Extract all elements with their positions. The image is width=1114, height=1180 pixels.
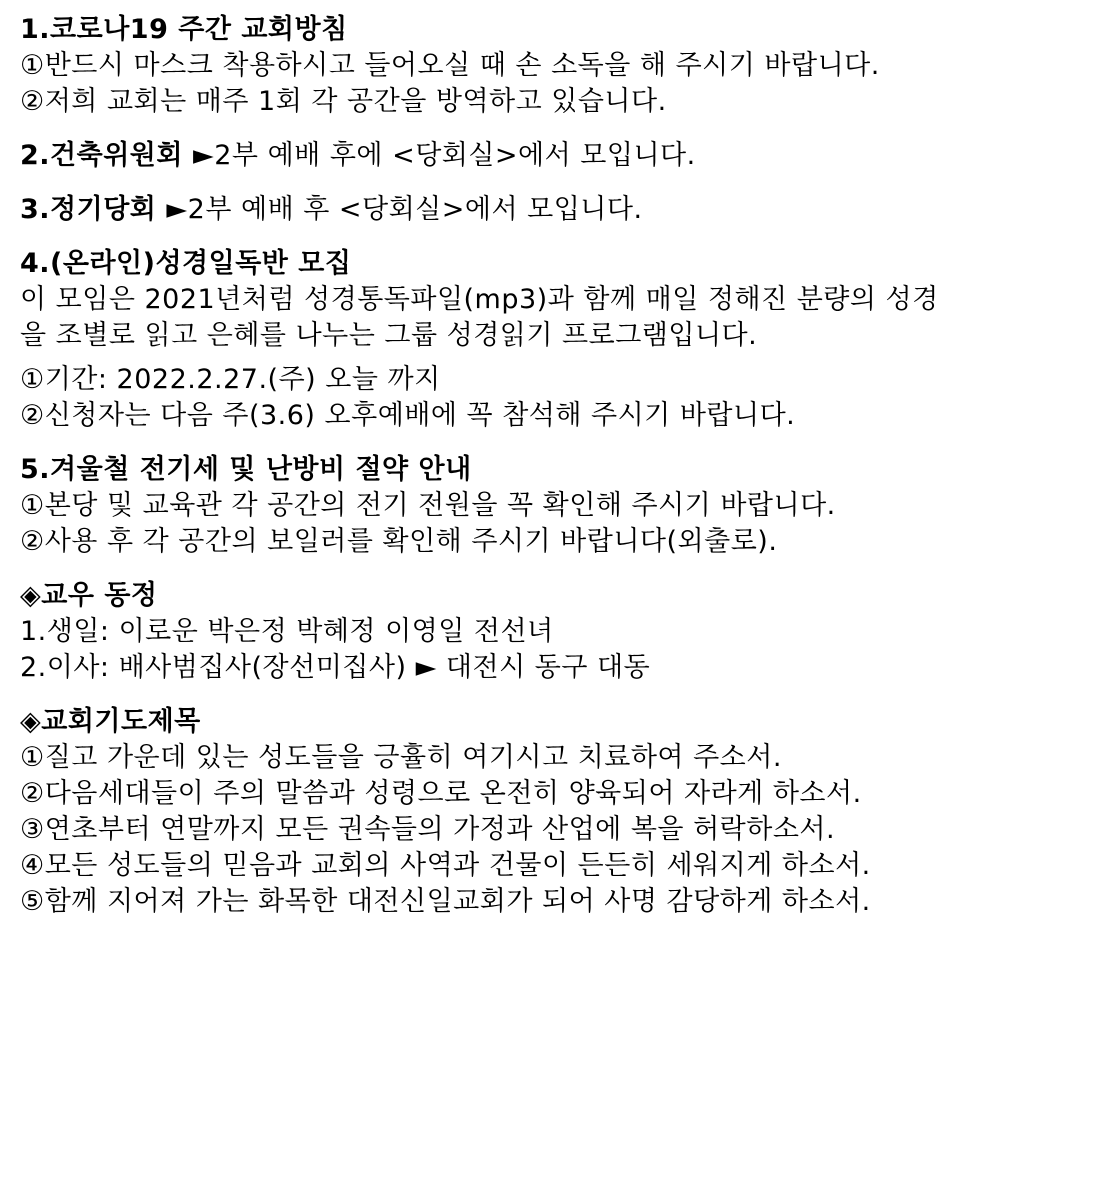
- prayer-section: [20, 704, 1094, 920]
- bible-item-1: ①기간: 2022.2.27.(주) 오늘 까지: [20, 364, 441, 395]
- energy-item-1: ①본당 및 교육관 각 공간의 전기 전원을 꼭 확인해 주시기 바랍니다.: [20, 490, 836, 521]
- prayer-item-5: ⑤함께 지어져 가는 화목한 대전신일교회가 되어 사명 감당하게 하소서.: [20, 886, 871, 917]
- bible-section: [20, 246, 1094, 434]
- energy-item-2: ②사용 후 각 공간의 보일러를 확인해 주시기 바랍니다(외출로).: [20, 526, 778, 557]
- prayer-item-1: ①질고 가운데 있는 성도들을 긍휼히 여기시고 치료하여 주소서.: [20, 742, 782, 773]
- building-heading: 2.건축위원회: [20, 140, 183, 171]
- energy-section: [20, 452, 1094, 560]
- prayer-item-4: ④모든 성도들의 믿음과 교회의 사역과 건물이 든든히 세워지게 하소서.: [20, 850, 871, 881]
- prayer-heading: ◈교회기도제목: [20, 706, 201, 737]
- bible-item-2: ②신청자는 다음 주(3.6) 오후예배에 꼭 참석해 주시기 바랍니다.: [20, 400, 796, 431]
- members-heading: ◈교우 동정: [20, 580, 158, 611]
- session-note: ►2부 예배 후 <당회실>에서 모입니다.: [166, 194, 643, 225]
- covid-item-2: ②저희 교회는 매주 1회 각 공간을 방역하고 있습니다.: [20, 86, 667, 117]
- covid-item-1: ①반드시 마스크 착용하시고 들어오실 때 손 소독을 해 주시기 바랍니다.: [20, 50, 880, 81]
- bible-heading: 4.(온라인)성경일독반 모집: [20, 248, 352, 279]
- building-note: ►2부 예배 후에 <당회실>에서 모입니다.: [192, 140, 696, 171]
- covid-section: [20, 12, 1094, 120]
- covid-heading: 1.코로나19 주간 교회방침: [20, 14, 348, 45]
- members-birthday: 1.생일: 이로운 박은정 박혜정 이영일 전선녀: [20, 616, 554, 647]
- building-section: [20, 138, 1094, 174]
- energy-heading: 5.겨울철 전기세 및 난방비 절약 안내: [20, 454, 472, 485]
- bible-desc-2: 을 조별로 읽고 은혜를 나누는 그룹 성경읽기 프로그램입니다.: [20, 320, 758, 351]
- prayer-item-3: ③연초부터 연말까지 모든 권속들의 가정과 산업에 복을 허락하소서.: [20, 814, 836, 845]
- session-heading-line: [20, 192, 1094, 228]
- members-moving: 2.이사: 배사범집사(장선미집사) ► 대전시 동구 대동: [20, 652, 651, 683]
- session-heading: 3.정기당회: [20, 194, 157, 225]
- prayer-item-2: ②다음세대들이 주의 말씀과 성령으로 온전히 양육되어 자라게 하소서.: [20, 778, 862, 809]
- bible-desc-1: 이 모임은 2021년처럼 성경통독파일(mp3)과 함께 매일 정해진 분량의 성경: [20, 284, 939, 315]
- building-heading-line: [20, 138, 1094, 174]
- session-section: [20, 192, 1094, 228]
- members-section: [20, 578, 1094, 686]
